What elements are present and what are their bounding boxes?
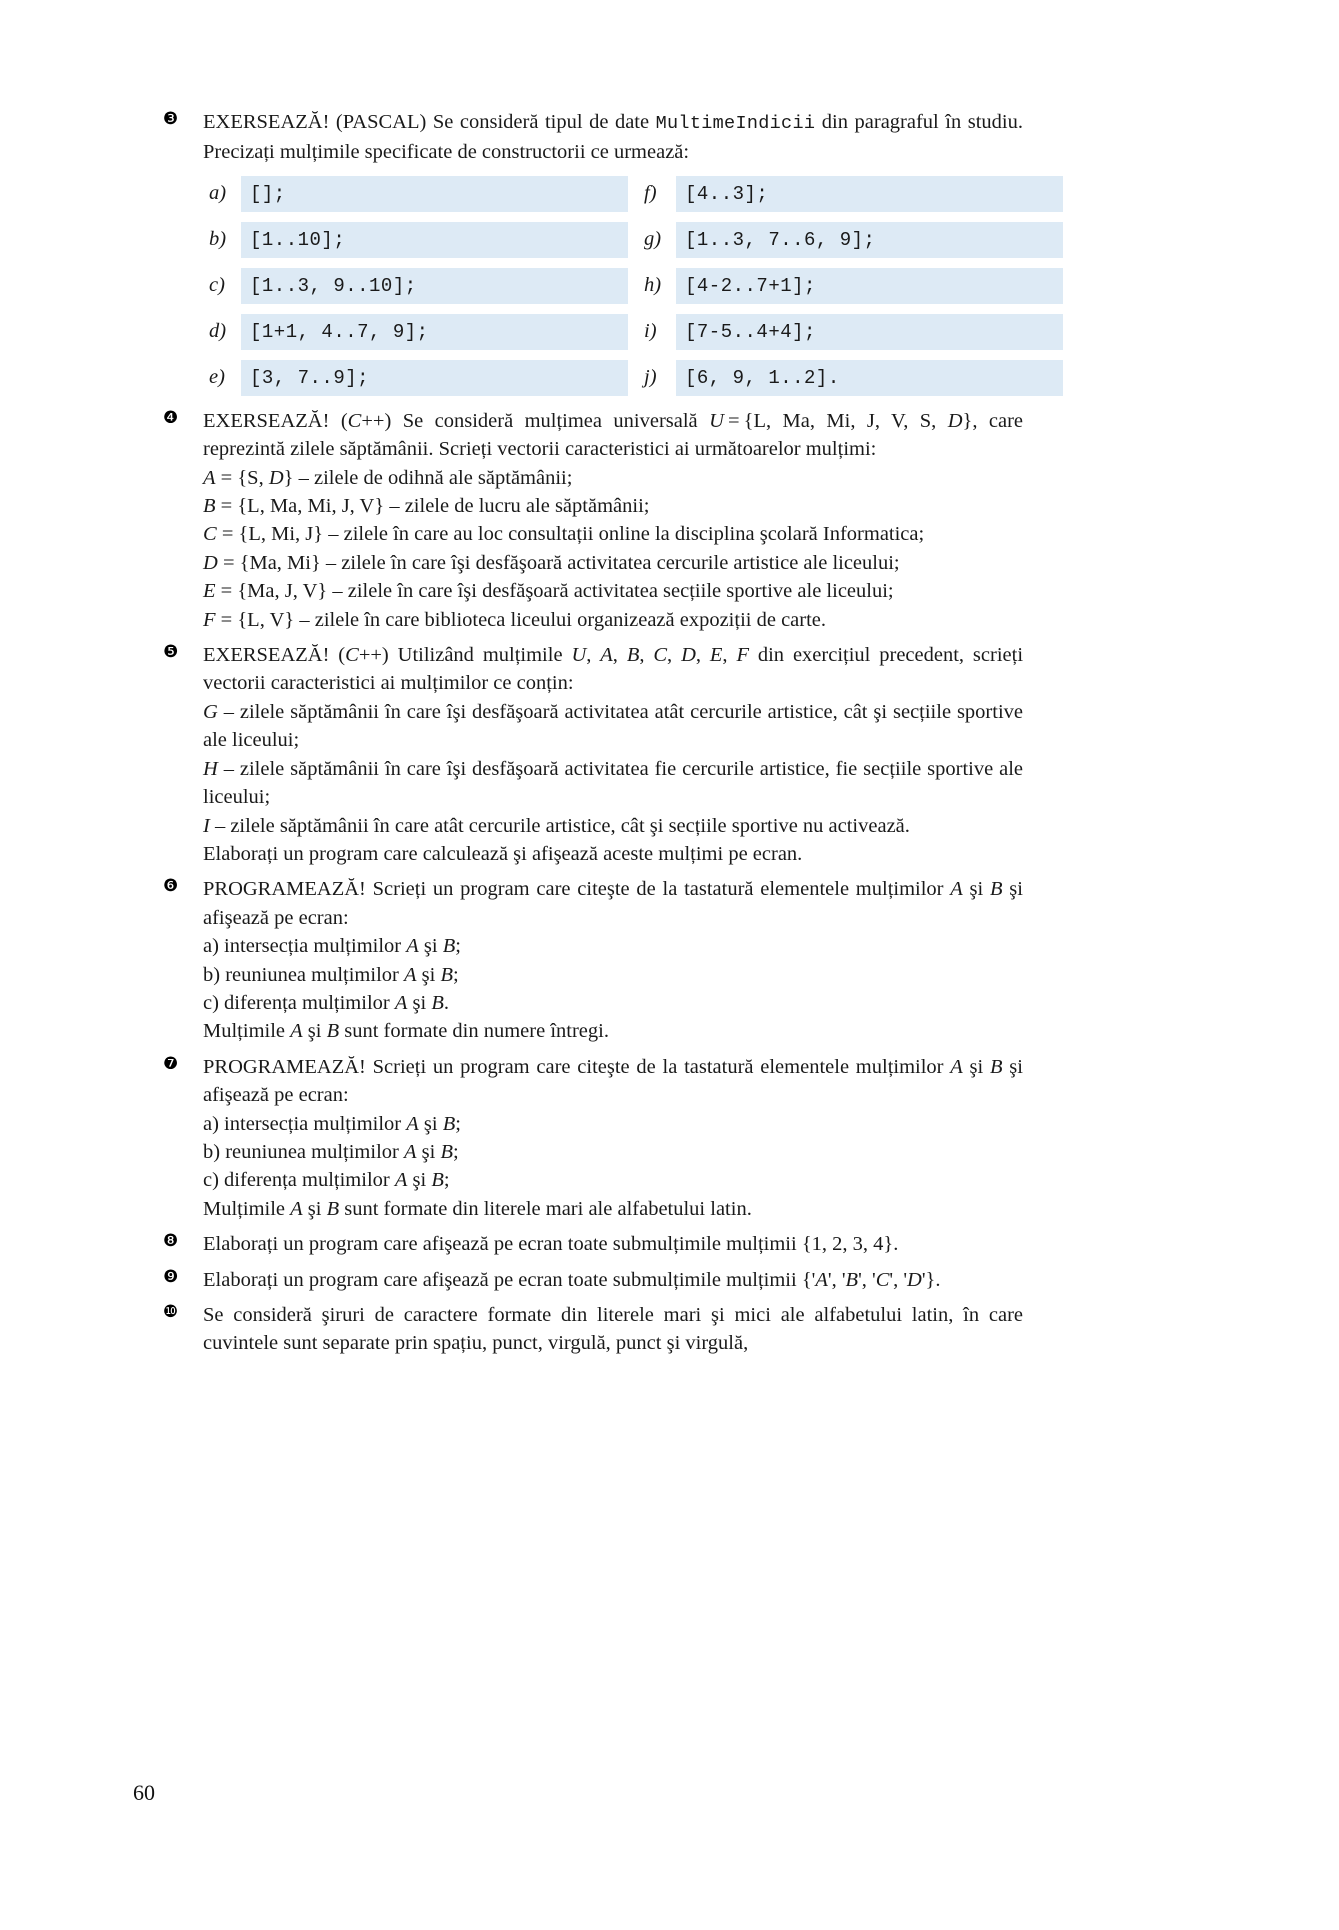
- code-cell-c: [203, 268, 628, 304]
- code-cell-b: [203, 222, 628, 258]
- exercise-7-line-H: H – zilele săptămânii în care îşi desfăşoară activitatea fie cercurile artistice, fie secțiile sportive ale liceului;: [203, 757, 1023, 809]
- page-content: [163, 108, 1023, 1365]
- exercise-7-line-closing: Elaborați un program care calculează şi afişează aceste mulțimi pe ecran.: [203, 842, 803, 865]
- exercise-6-line-A: A = {S, D} – zilele de odihnă ale săptămânii;: [203, 466, 573, 489]
- code-row: [203, 314, 1063, 350]
- type-name-multimeindicii: MultimeIndicii: [655, 113, 816, 134]
- code-label-f: f): [644, 182, 657, 205]
- code-label-d: d): [209, 320, 227, 343]
- exercise-7-line-I: I – zilele săptămânii în care atât cercurile artistice, cât şi secțiile sportive nu activează.: [203, 814, 910, 837]
- exercise-9-line-closing: Mulțimile A şi B sunt formate din literele mari ale alfabetului latin.: [203, 1197, 752, 1220]
- code-cell-f: [638, 176, 1063, 212]
- exercise-6-line-C: C = {L, Mi, J} – zilele în care au loc consultații online la disciplina şcolară Informatica;: [203, 523, 925, 546]
- exercise-bullet-5: ❸: [163, 109, 179, 129]
- code-value-h: [4-2..7+1];: [676, 268, 1063, 304]
- exercise-6-line-B: B = {L, Ma, Mi, J, V} – zilele de lucru ale săptămânii;: [203, 495, 650, 518]
- exercise-7-line-G: G – zilele săptămânii în care îşi desfăşoară activitatea atât cercurile artistice, cât şi secțiile sportive ale liceului;: [203, 700, 1023, 752]
- exercise-9-line-b: b) reuniunea mulțimilor A şi B;: [203, 1140, 459, 1163]
- code-label-g: g): [644, 228, 662, 251]
- exercise-10-intro: Elaborați un program care afişează pe ecran toate submulțimile mulțimii {1, 2, 3, 4}.: [203, 1233, 899, 1256]
- code-row: [203, 222, 1063, 258]
- code-cell-j: [638, 360, 1063, 396]
- code-row: [203, 360, 1063, 396]
- code-cell-g: [638, 222, 1063, 258]
- exercise-5-intro-pre: EXERSEAZĂ! (PASCAL) Se consideră tipul de date: [203, 111, 656, 133]
- exercise-bullet-10: ❽: [163, 1231, 179, 1252]
- exercise-8-line-closing: Mulțimile A şi B sunt formate din numere întregi.: [203, 1020, 609, 1043]
- exercise-bullet-9: ❼: [163, 1053, 179, 1074]
- exercise-item-10: [163, 1230, 1023, 1258]
- exercise-bullet-11: ❾: [163, 1266, 179, 1287]
- code-value-d: [1+1, 4..7, 9];: [241, 314, 628, 350]
- exercise-item-7: [163, 641, 1023, 868]
- exercise-6-intro: EXERSEAZĂ! (C++) Se consideră mulțimea universală U = {L, Ma, Mi, J, V, S, D}, care reprezintă zilele săptămânii. Scrieți vectorii caracteristici ai următoarelor mulțimi:: [203, 409, 1024, 461]
- code-value-f: [4..3];: [676, 176, 1063, 212]
- exercise-6-line-E: E = {Ma, J, V} – zilele în care îşi desfăşoară activitatea secțiile sportive ale liceului;: [203, 580, 894, 603]
- code-cell-d: [203, 314, 628, 350]
- exercise-item-11: [163, 1266, 1023, 1294]
- code-value-i: [7-5..4+4];: [676, 314, 1063, 350]
- code-label-e: e): [209, 366, 225, 389]
- exercise-11-intro: Elaborați un program care afişează pe ecran toate submulțimile mulțimii {'A', 'B', 'C', 'D'}.: [203, 1268, 941, 1291]
- exercise-7-intro: EXERSEAZĂ! (C++) Utilizând mulțimile U, A, B, C, D, E, F din exercițiul precedent, scrieți vectorii caracteristici ai mulțimilor ce conțin:: [203, 644, 1024, 695]
- exercise-9-intro: PROGRAMEAZĂ! Scrieți un program care citeşte de la tastatură elementele mulțimilor A şi B şi afişează pe ecran:: [203, 1055, 1023, 1107]
- code-label-a: a): [209, 182, 227, 205]
- code-value-j: [6, 9, 1..2].: [676, 360, 1063, 396]
- code-value-e: [3, 7..9];: [241, 360, 628, 396]
- code-value-c: [1..3, 9..10];: [241, 268, 628, 304]
- exercise-8-line-a: a) intersecția mulțimilor A şi B;: [203, 935, 461, 958]
- code-cell-e: [203, 360, 628, 396]
- code-label-b: b): [209, 228, 227, 251]
- code-value-g: [1..3, 7..6, 9];: [676, 222, 1063, 258]
- exercise-item-5: [163, 108, 1023, 396]
- code-row: [203, 268, 1063, 304]
- code-value-b: [1..10];: [241, 222, 628, 258]
- exercise-item-9: [163, 1053, 1023, 1223]
- exercise-bullet-6: ❹: [163, 407, 179, 428]
- code-label-i: i): [644, 320, 657, 343]
- code-label-j: j): [644, 366, 657, 389]
- code-label-c: c): [209, 274, 225, 297]
- code-value-a: [];: [241, 176, 628, 212]
- exercise-8-line-c: c) diferența mulțimilor A şi B.: [203, 991, 449, 1014]
- exercise-bullet-8: ❻: [163, 876, 179, 897]
- exercise-item-12: [163, 1301, 1023, 1358]
- exercise-6-line-D: D = {Ma, Mi} – zilele în care îşi desfăşoară activitatea cercurile artistice ale liceului;: [203, 551, 900, 574]
- code-cell-a: [203, 176, 628, 212]
- code-cell-h: [638, 268, 1063, 304]
- exercise-6-line-F: F = {L, V} – zilele în care biblioteca liceului organizează expoziții de carte.: [203, 608, 827, 631]
- code-row: [203, 176, 1063, 212]
- code-sample-grid: [203, 176, 1063, 396]
- exercise-bullet-12: ❿: [163, 1302, 179, 1322]
- exercise-12-intro: Se consideră şiruri de caractere formate din literele mari şi mici ale alfabetului latin, în care cuvintele sunt separate prin spațiu, punct, virgulă, punct şi virgulă,: [203, 1304, 1023, 1355]
- exercise-8-line-b: b) reuniunea mulțimilor A şi B;: [203, 963, 459, 986]
- exercise-item-6: [163, 407, 1023, 634]
- exercise-item-8: [163, 875, 1023, 1045]
- exercise-bullet-7: ❺: [163, 642, 179, 663]
- exercise-5-intro-post: din paragraful în studiu. Precizați mulțimile specificate de constructorii ce urmează:: [203, 111, 1023, 164]
- exercise-5-intro: [203, 108, 1023, 167]
- page-number: 60: [133, 1780, 155, 1805]
- code-label-h: h): [644, 274, 662, 297]
- exercise-9-line-c: c) diferența mulțimilor A şi B;: [203, 1169, 450, 1192]
- exercise-8-intro: PROGRAMEAZĂ! Scrieți un program care citeşte de la tastatură elementele mulțimilor A şi B şi afişează pe ecran:: [203, 878, 1023, 929]
- exercise-9-line-a: a) intersecția mulțimilor A şi B;: [203, 1112, 461, 1135]
- code-cell-i: [638, 314, 1063, 350]
